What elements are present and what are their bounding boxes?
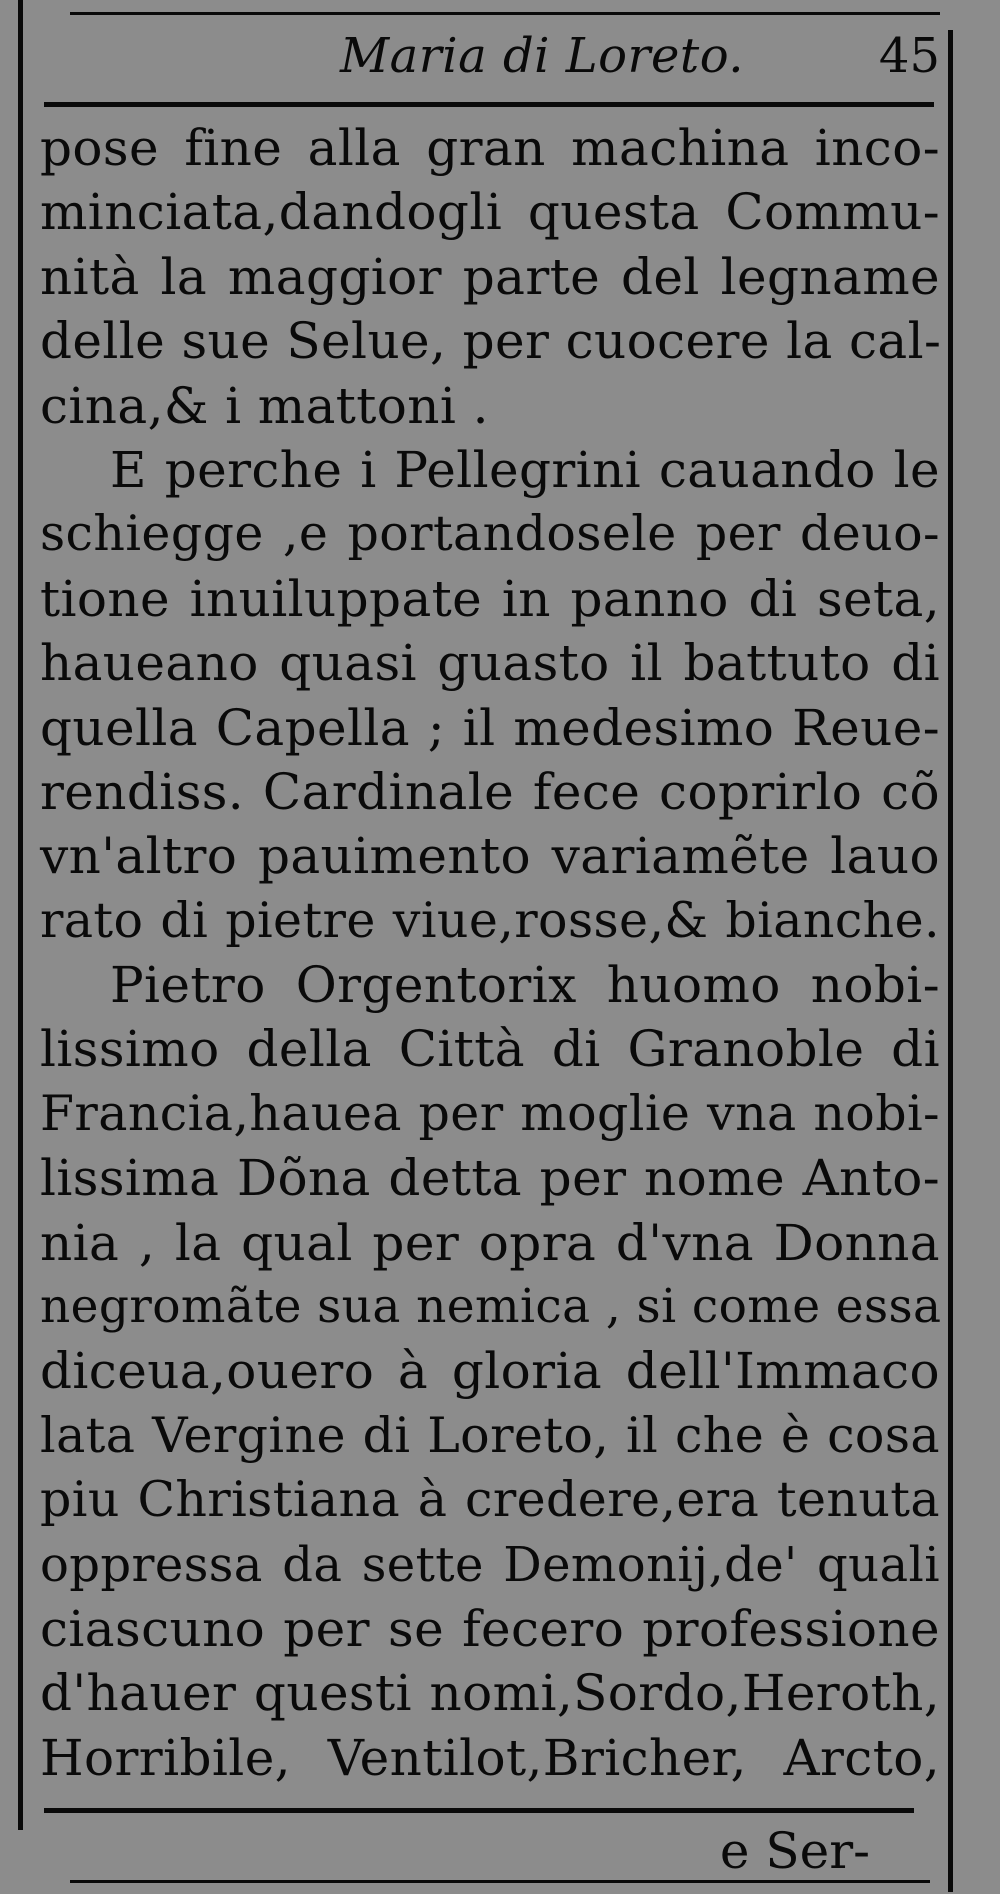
text-line: diceua,ouero à gloria dell'Immaco <box>40 1342 940 1401</box>
text-line: rato di pietre viue,rosse,& bianche. <box>40 891 940 949</box>
text-line: nia , la qual per opra d'vna Donna <box>40 1213 940 1272</box>
right-frame-rule <box>948 30 953 1892</box>
bottom-rule <box>44 1808 914 1813</box>
text-line: negromãte sua nemica , si come essa <box>40 1279 942 1335</box>
text-line: oppressa da sette Demonij,de' quali <box>40 1536 940 1593</box>
page-number: 45 <box>878 28 940 84</box>
text-line: schiegge ,e portandosele per deuo- <box>40 505 940 563</box>
foot-rule <box>70 1880 930 1883</box>
text-line: delle sue Selue, per cuocere la cal- <box>40 312 942 371</box>
text-line: Pietro Orgentorix huomo nobi- <box>110 956 940 1015</box>
text-line: Horribile, Ventilot,Bricher, Arcto, <box>40 1728 940 1787</box>
text-line: E perche i Pellegrini cauando le <box>110 440 940 499</box>
text-line: lissimo della Città di Granoble di <box>40 1020 940 1079</box>
text-line: vn'altro pauimento variamẽte lauo <box>40 827 940 886</box>
running-title: Maria di Loreto. <box>340 28 744 84</box>
text-line: haueano quasi guasto il battuto di <box>40 634 940 693</box>
text-line: d'hauer questi nomi,Sordo,Heroth, <box>40 1664 940 1723</box>
left-frame-rule <box>18 0 23 1830</box>
text-line: piu Christiana à credere,era tenuta <box>40 1471 940 1529</box>
text-line: cina,& i mattoni . <box>40 376 489 435</box>
top-rule <box>70 12 940 15</box>
text-line: pose fine alla gran machina inco- <box>40 119 940 177</box>
text-line: rendiss. Cardinale fece coprirlo cõ <box>40 762 940 821</box>
page-header <box>40 28 940 98</box>
text-line: quella Capella ; il medesimo Reue- <box>40 698 940 757</box>
text-line: lissima Dõna detta per nome Anto- <box>40 1149 940 1208</box>
text-line: minciata,dandogli questa Commu- <box>40 183 940 242</box>
text-line: lata Vergine di Loreto, il che è cosa <box>40 1406 940 1464</box>
text-line: ciascuno per se fecero professione <box>40 1599 940 1658</box>
header-rule <box>44 102 934 107</box>
text-line: nità la maggior parte del legname <box>40 247 940 306</box>
text-line: tione inuiluppate in panno di seta, <box>40 569 940 628</box>
body-text <box>40 116 940 1790</box>
catchword: e Ser- <box>719 1822 870 1880</box>
text-line: Francia,hauea per moglie vna nobi- <box>40 1084 940 1142</box>
